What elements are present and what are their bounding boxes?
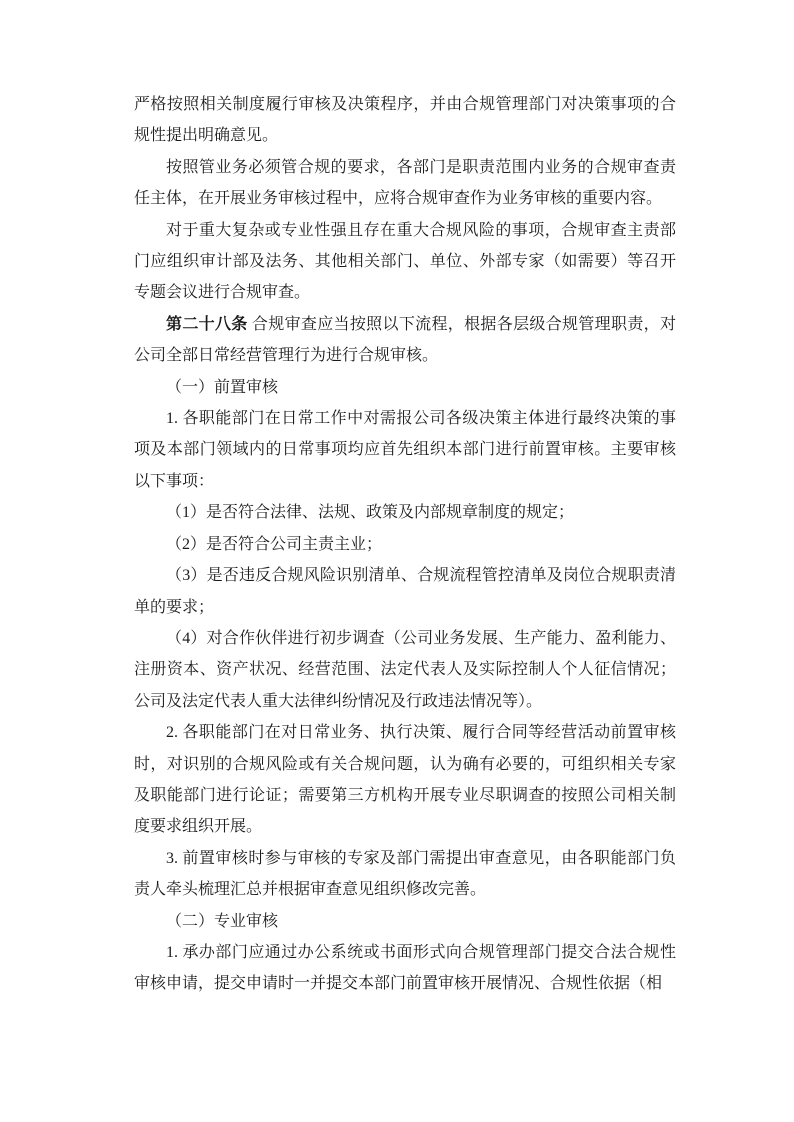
paragraph-article-28 [134,309,676,372]
paragraph-item-3: 3. 前置审核时参与审核的专家及部门需提出审查意见，由各职能部门负责人牵头梳理汇总并根据审查意见组织修改完善。 [134,849,676,899]
article-body-text: 合规审查应当按照以下流程，根据各层级合规管理职责，对公司全部日常经营管理行为进行合规审核。 [134,315,676,365]
paragraph-item-1-section-2: 1. 承办部门应通过办公系统或书面形式向合规管理部门提交合法合规性审核申请，提交申请时一并提交本部门前置审核开展情况、合规性依据（相 [134,943,676,993]
paragraph: 按照管业务必须管合规的要求，各部门是职责范围内业务的合规审查责任主体，在开展业务审核过程中，应将合规审查作为业务审核的重要内容。 [134,158,676,208]
paragraph-subitem-1: （1）是否符合法律、法规、政策及内部规章制度的规定； [166,504,575,522]
article-number-label: 第二十八条 [166,315,248,333]
section-heading-1: （一）前置审核 [166,378,279,396]
paragraph-subitem-4: （4）对合作伙伴进行初步调查（公司业务发展、生产能力、盈利能力、注册资本、资产状况、经营范围、法定代表人及实际控制人个人征信情况；公司及法定代表人重大法律纠纷情况及行政违法情况等）。 [134,629,676,710]
paragraph-item-2: 2. 各职能部门在对日常业务、执行决策、履行合同等经营活动前置审核时，对识别的合规风险或有关合规问题，认为确有必要的，可组织相关专家及职能部门进行论证；需要第三方机构开展专业尽职调查的按照公司相关制度要求组织开展。 [134,724,676,836]
section-heading-2: （二）专业审核 [166,912,279,930]
paragraph: 对于重大复杂或专业性强且存在重大合规风险的事项，合规审查主责部门应组织审计部及法务、其他相关部门、单位、外部专家（如需要）等召开专题会议进行合规审查。 [134,221,676,302]
document-text-block [134,89,676,1000]
paragraph-subitem-3: （3）是否违反合规风险识别清单、合规流程管控清单及岗位合规职责清单的要求； [134,567,676,616]
paragraph-continuation: 严格按照相关制度履行审核及决策程序，并由合规管理部门对决策事项的合规性提出明确意见。 [134,96,676,145]
paragraph-item-1: 1. 各职能部门在日常工作中对需报公司各级决策主体进行最终决策的事项及本部门领域内的日常事项均应首先组织本部门进行前置审核。主要审核以下事项： [134,410,676,490]
paragraph-subitem-2: （2）是否符合公司主责主业； [166,535,383,553]
